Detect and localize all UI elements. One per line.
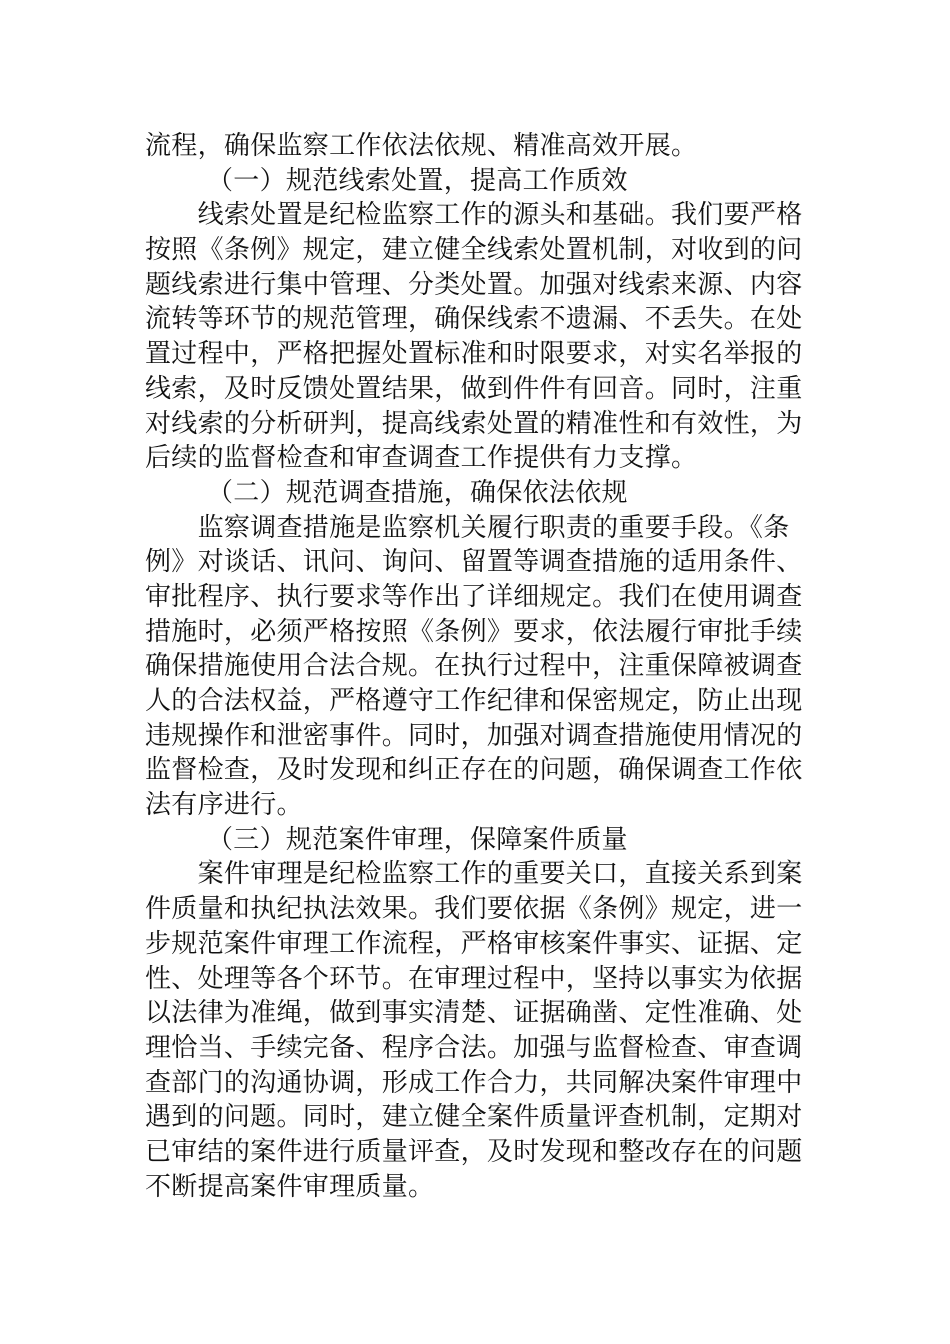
text-line: 已审结的案件进行质量评查，及时发现和整改存在的问题 bbox=[145, 1136, 803, 1167]
text-line: 以法律为准绳，做到事实清楚、证据确凿、定性准确、处 bbox=[145, 998, 803, 1029]
text-line: 措施时，必须严格按照《条例》要求，依法履行审批手续 bbox=[145, 616, 803, 647]
text-line: 流程，确保监察工作依法依规、精准高效开展。 bbox=[145, 131, 698, 161]
text-line: 法有序进行。 bbox=[145, 790, 303, 821]
body-text bbox=[145, 129, 805, 1204]
text-line: 题线索进行集中管理、分类处置。加强对线索来源、内容 bbox=[145, 269, 803, 300]
text-line: 后续的监督检查和审查调查工作提供有力支撑。 bbox=[145, 443, 698, 474]
text-line: 人的合法权益，严格遵守工作纪律和保密规定，防止出现 bbox=[145, 686, 803, 716]
section-heading: （一）规范线索处置，提高工作质效 bbox=[207, 165, 628, 196]
text-line: 确保措施使用合法合规。在执行过程中，注重保障被调查 bbox=[145, 651, 803, 682]
text-line: 不断提高案件审理质量。 bbox=[145, 1171, 435, 1202]
text-line: 流转等环节的规范管理，确保线索不遗漏、不丢失。在处 bbox=[145, 304, 803, 335]
section-heading: （三）规范案件审理，保障案件质量 bbox=[207, 824, 628, 855]
text-line: 监督检查，及时发现和纠正存在的问题，确保调查工作依 bbox=[145, 755, 803, 786]
text-line: 线索处置是纪检监察工作的源头和基础。我们要严格 bbox=[145, 200, 803, 231]
text-line: 违规操作和泄密事件。同时，加强对调查措施使用情况的 bbox=[145, 720, 803, 751]
text-line: 件质量和执纪执法效果。我们要依据《条例》规定，进一 bbox=[145, 894, 803, 925]
text-line: 案件审理是纪检监察工作的重要关口，直接关系到案 bbox=[145, 859, 803, 890]
text-line: 审批程序、执行要求等作出了详细规定。我们在使用调查 bbox=[145, 581, 803, 612]
text-line: 理恰当、手续完备、程序合法。加强与监督检查、审查调 bbox=[145, 1032, 803, 1063]
text-line: 遇到的问题。同时，建立健全案件质量评查机制，定期对 bbox=[145, 1102, 803, 1133]
text-line: 监察调查措施是监察机关履行职责的重要手段。《条 bbox=[145, 512, 790, 543]
section-heading: （二）规范调查措施，确保依法依规 bbox=[207, 477, 628, 508]
text-line: 对线索的分析研判，提高线索处置的精准性和有效性，为 bbox=[145, 408, 803, 439]
text-line: 按照《条例》规定，建立健全线索处置机制，对收到的问 bbox=[145, 235, 803, 266]
text-line: 置过程中，严格把握处置标准和时限要求，对实名举报的 bbox=[145, 339, 803, 370]
text-line: 查部门的沟通协调，形成工作合力，共同解决案件审理中 bbox=[145, 1067, 803, 1098]
text-line: 性、处理等各个环节。在审理过程中，坚持以事实为依据 bbox=[145, 963, 803, 994]
text-line: 步规范案件审理工作流程，严格审核案件事实、证据、定 bbox=[145, 928, 803, 959]
text-line: 线索，及时反馈处置结果，做到件件有回音。同时，注重 bbox=[145, 373, 803, 404]
text-line: 例》对谈话、讯问、询问、留置等调查措施的适用条件、 bbox=[145, 547, 803, 578]
